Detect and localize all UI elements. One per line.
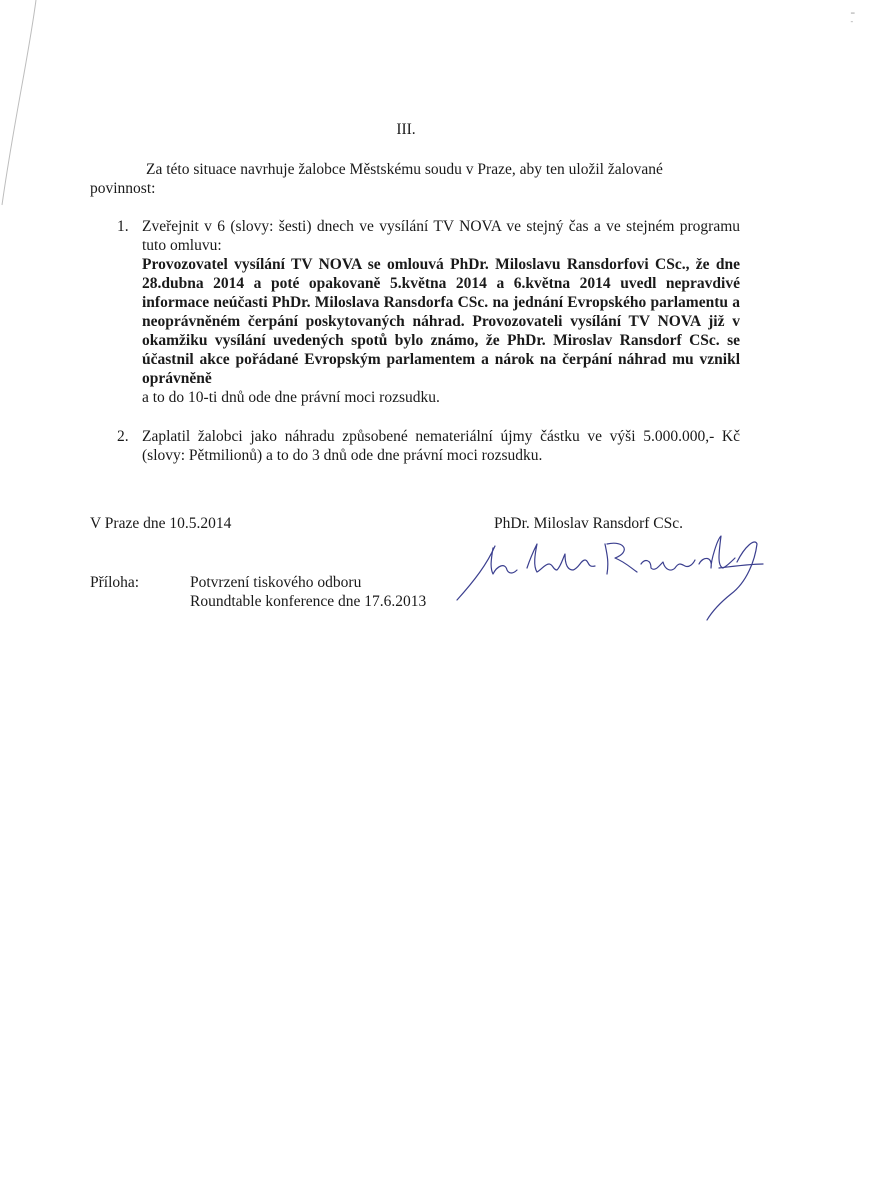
place-date: V Praze dne 10.5.2014 — [90, 515, 232, 532]
annex-description — [190, 573, 426, 611]
intro-paragraph-continuation: povinnost: — [90, 180, 156, 197]
annex-line: Roundtable konference dne 17.6.2013 — [190, 593, 427, 610]
claim-text: Zaplatil žalobci jako náhradu způsobené nemateriální újmy částku ve výši 5.000.000,- Kč (slovy: Pětmilionů) a to do 3 dnů ode dne právní moci rozsudku. — [142, 428, 740, 464]
scan-corner-mark: = - — [850, 9, 855, 26]
handwritten-signature — [455, 530, 765, 630]
apology-text: Provozovatel vysílání TV NOVA se omlouvá PhDr. Miloslavu Ransdorfovi CSc., že dne 28.dubna 2014 a poté opakovaně 5.května 2014 a 6.května 2014 uvedl nepravdivé informace neúčasti PhDr. Miloslava Ransdorfa CSc. na jednání Evropského parlamentu a neoprávněném čerpání poskytovaných náhrad. Provozovateli vysílání TV NOVA již v okamžiku vysílání uvedených spotů bylo známo, že PhDr. Miroslav Ransdorf CSc. se účastnil akce pořádané Evropským parlamentem a nárok na čerpání náhrad mu vznikl oprávněně — [142, 256, 740, 387]
claim-item-2 — [90, 427, 740, 465]
signer-name: PhDr. Miloslav Ransdorf CSc. — [494, 515, 684, 532]
annex-line: Potvrzení tiskového odboru — [190, 574, 362, 591]
claim-text: Zveřejnit v 6 (slovy: šesti) dnech ve vysílání TV NOVA ve stejný čas a ve stejném programu tuto omluvu: — [142, 218, 740, 254]
claim-deadline: a to do 10-ti dnů ode dne právní moci rozsudku. — [142, 389, 440, 406]
claims-list — [90, 217, 740, 485]
claim-number: 1. — [117, 218, 129, 235]
claim-item-1 — [90, 217, 740, 407]
section-number: III. — [396, 121, 416, 138]
annex-label: Příloha: — [90, 574, 140, 591]
scan-edge-mark — [0, 0, 40, 220]
claim-number: 2. — [117, 428, 129, 445]
intro-paragraph: Za této situace navrhuje žalobce Městskému soudu v Praze, aby ten uložil žalované — [146, 161, 663, 178]
